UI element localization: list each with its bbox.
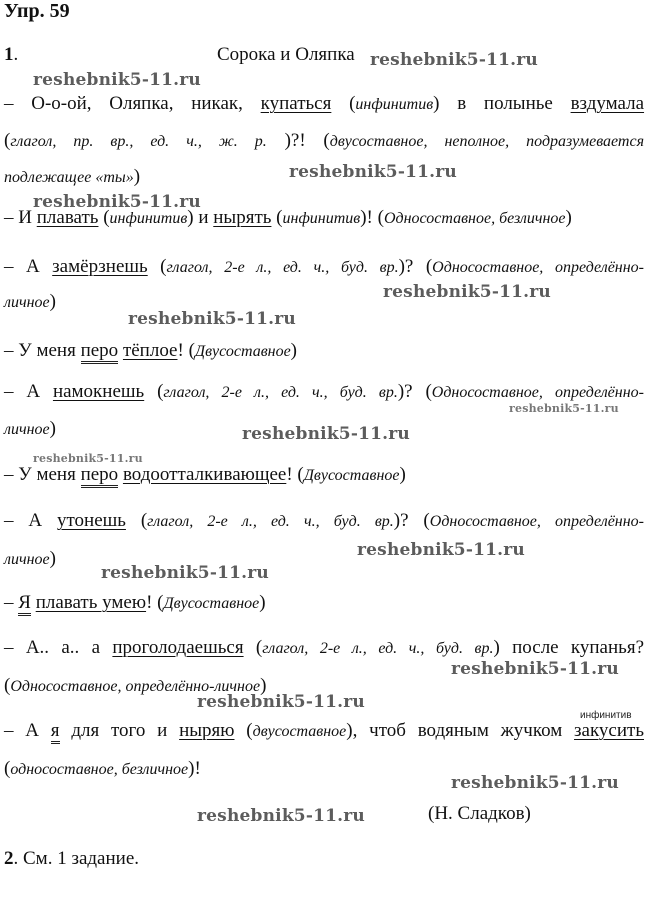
text-line-7: – У меня перо тёплое! (Двусоставное) bbox=[4, 340, 297, 362]
watermark: reshebnik5-11.ru bbox=[242, 424, 410, 444]
watermark: reshebnik5-11.ru bbox=[451, 659, 619, 679]
text-line-1: – О-о-ой, Оляпка, никак, купаться (инфинитив) в полынье вздумала bbox=[4, 93, 645, 114]
text-line-4: – И плавать (инфинитив) и нырять (инфинитив)! (Односоставное, безличное) bbox=[4, 207, 572, 228]
text-line-16: – А я для того и ныряю (двусоставное), чтоб водяным жучком закусить bbox=[4, 719, 644, 744]
watermark: reshebnik5-11.ru bbox=[370, 50, 538, 70]
predicate-word: вздумала bbox=[570, 93, 645, 114]
text-line-13: – Я плавать умею! (Двусоставное) bbox=[4, 592, 266, 614]
text-line-5: – А замёрзнешь (глагол, 2-е л., ед. ч., буд. вр.)? (Односоставное, определённо- bbox=[4, 256, 644, 277]
text-line-9: личное) bbox=[4, 418, 56, 439]
exercise-title: Упр. 59 bbox=[4, 0, 70, 22]
task2: 2. См. 1 задание. bbox=[4, 848, 140, 869]
poem-title: Сорока и Оляпка bbox=[217, 44, 355, 65]
watermark: reshebnik5-11.ru bbox=[101, 563, 269, 583]
watermark: reshebnik5-11.ru bbox=[509, 402, 619, 415]
watermark: reshebnik5-11.ru bbox=[197, 692, 365, 712]
watermark: reshebnik5-11.ru bbox=[33, 192, 201, 212]
text-line-14: – А.. а.. а проголодаешься (глагол, 2-е л., ед. ч., буд. вр.) после купанья? bbox=[4, 637, 644, 658]
text-line-6: личное) bbox=[4, 291, 56, 312]
author: (Н. Сладков) bbox=[428, 803, 531, 824]
watermark: reshebnik5-11.ru bbox=[451, 773, 619, 793]
text-line-8: – А намокнешь (глагол, 2-е л., ед. ч., буд. вр.)? (Односоставное, определённо- bbox=[4, 381, 644, 402]
text-line-10: – У меня перо водоотталкивающее! (Двусоставное) bbox=[4, 464, 406, 486]
text-line-3: подлежащее «ты») bbox=[4, 166, 141, 187]
text-line-11: – А утонешь (глагол, 2-е л., ед. ч., буд. вр.)? (Односоставное, определённо- bbox=[4, 510, 645, 531]
watermark: reshebnik5-11.ru bbox=[357, 540, 525, 560]
infinitive-note: инфинитив bbox=[580, 710, 632, 721]
text-line-12: личное) bbox=[4, 548, 56, 569]
watermark: reshebnik5-11.ru bbox=[33, 452, 143, 465]
task1-number: 1. bbox=[4, 44, 19, 65]
text-line-17: (односоставное, безличное)! bbox=[4, 758, 201, 779]
watermark: reshebnik5-11.ru bbox=[289, 162, 457, 182]
predicate-word: купаться bbox=[260, 93, 332, 114]
watermark: reshebnik5-11.ru bbox=[128, 309, 296, 329]
text-line-15: (Односоставное, определённо-личное) bbox=[4, 675, 267, 696]
text-line-2: (глагол, пр. вр., ед. ч., ж. р. )?! (двусоставное, неполное, подразумевается bbox=[4, 130, 645, 151]
watermark: reshebnik5-11.ru bbox=[383, 282, 551, 302]
subject-word: перо bbox=[81, 340, 119, 364]
watermark: reshebnik5-11.ru bbox=[197, 806, 365, 826]
watermark: reshebnik5-11.ru bbox=[33, 70, 201, 90]
